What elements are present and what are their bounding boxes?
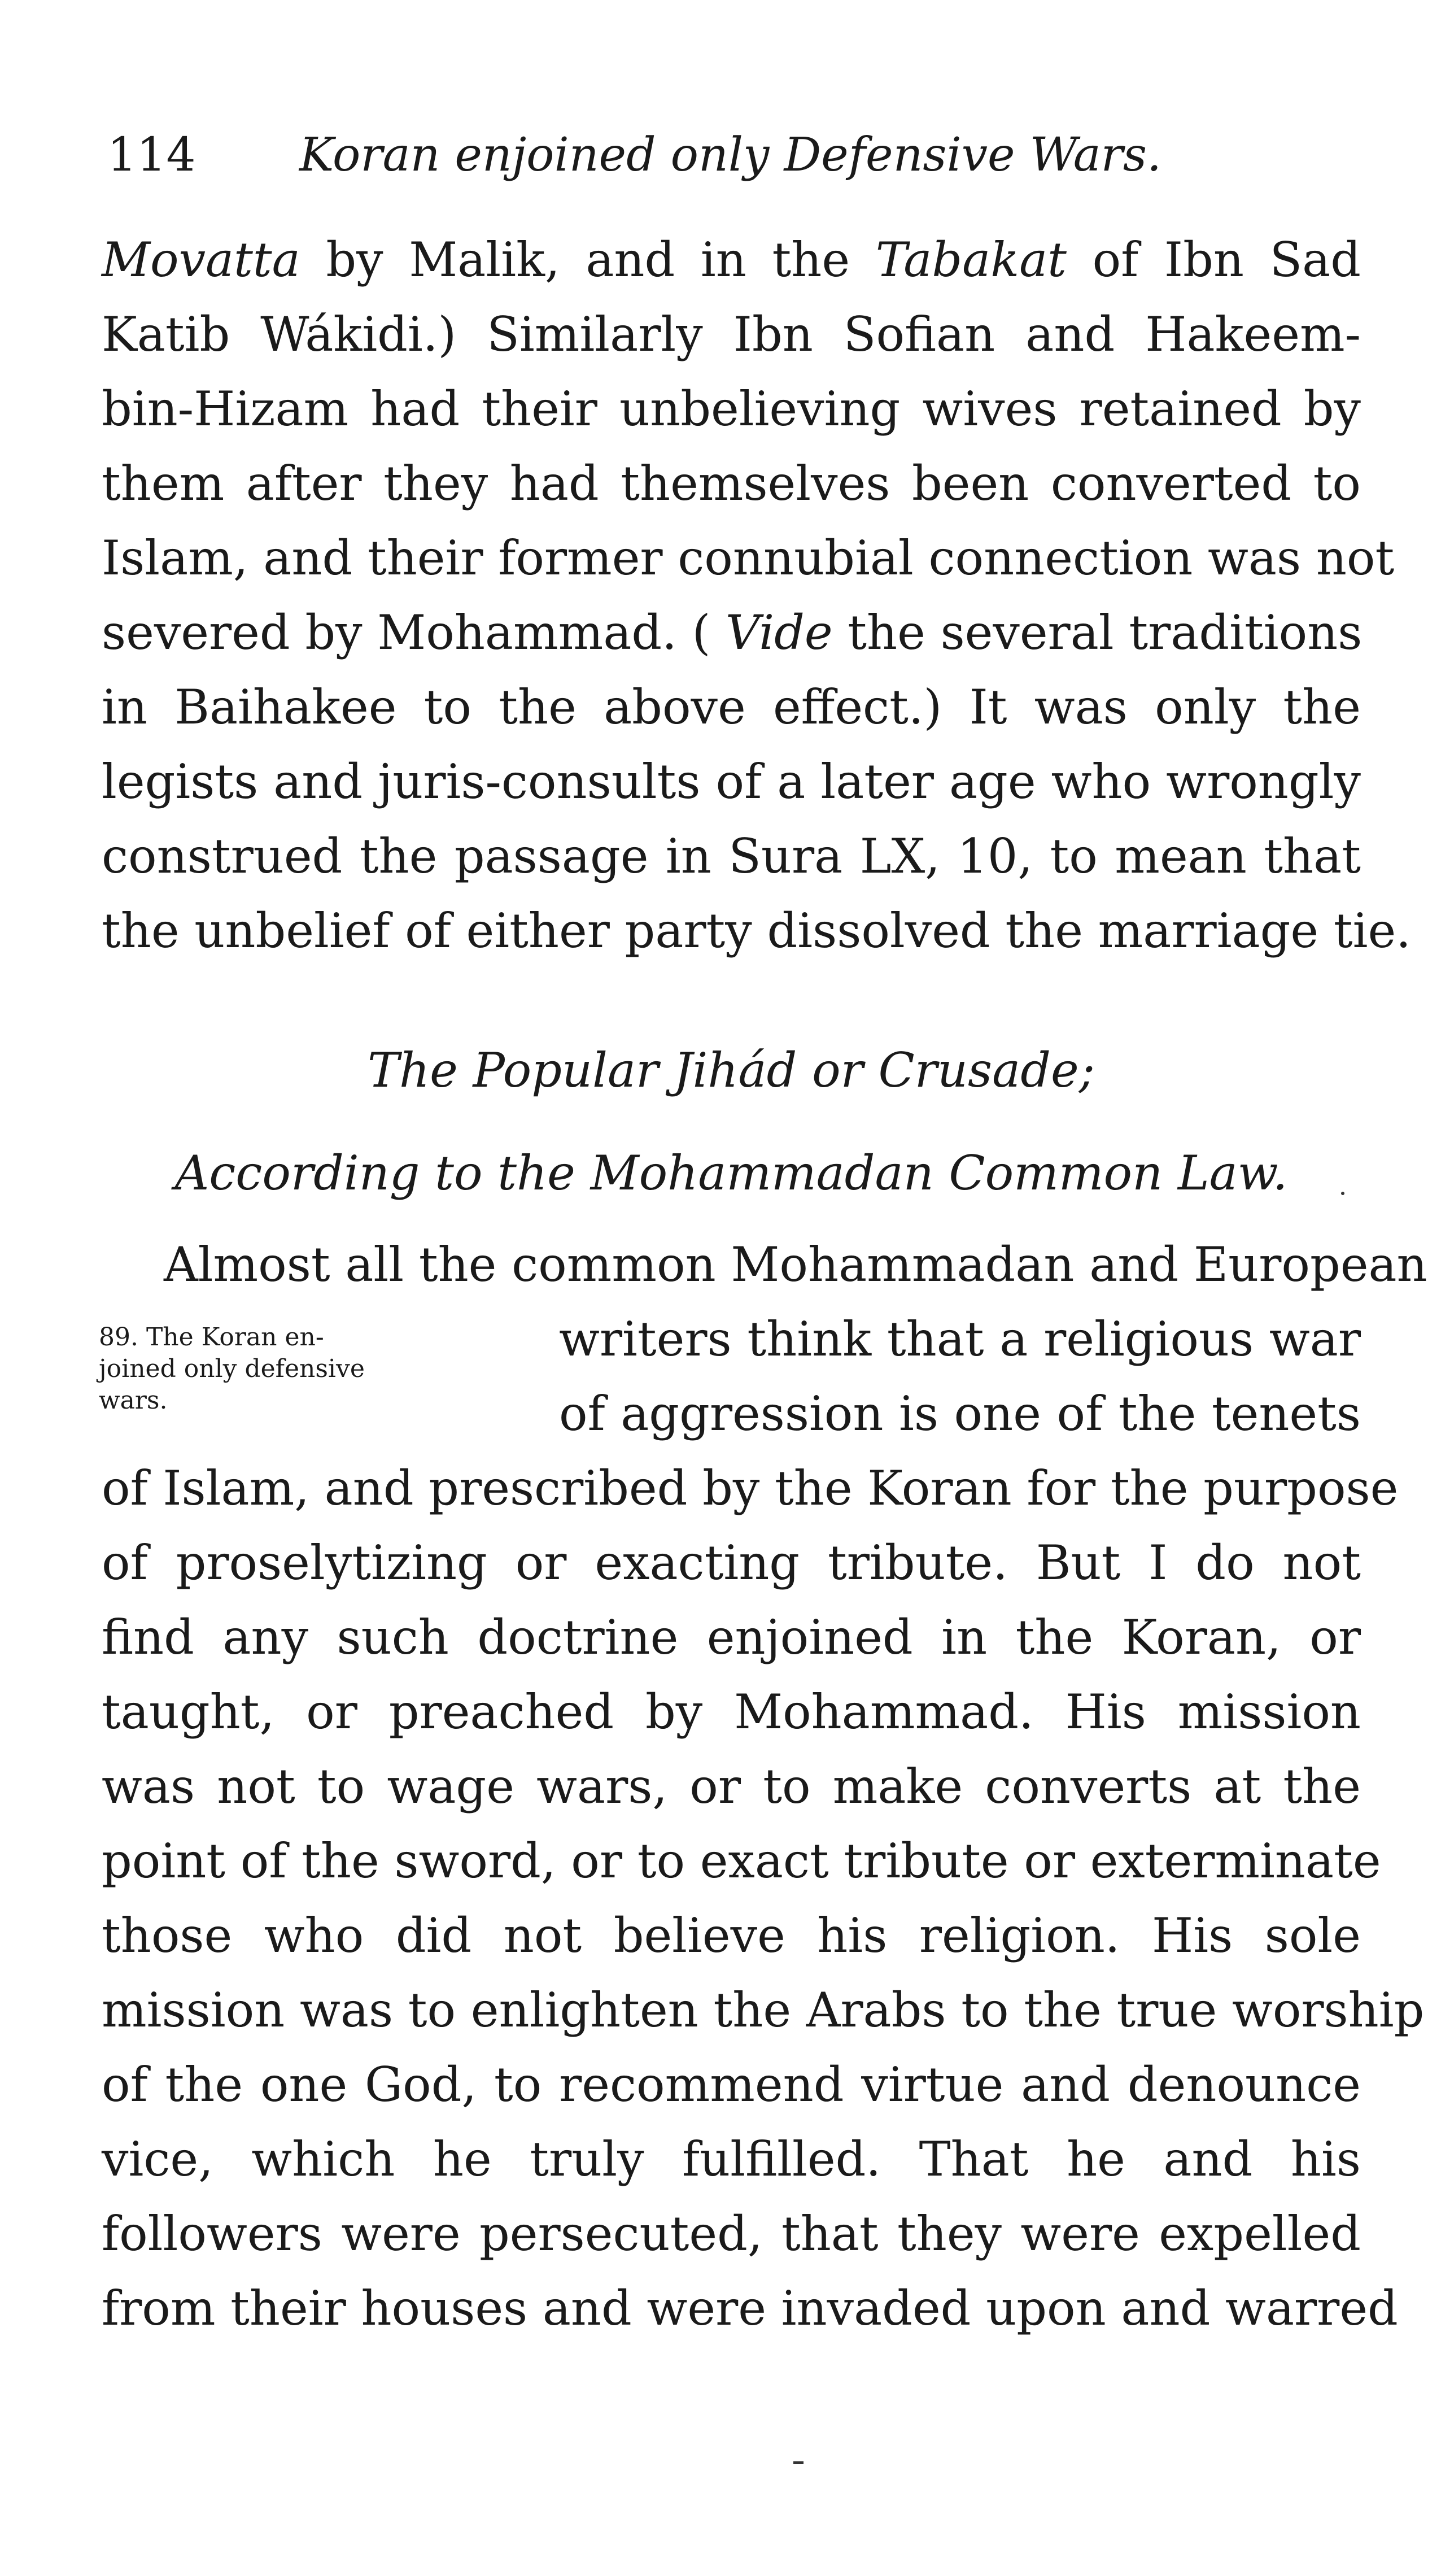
text-line: Almost all the common Mohammadan and European bbox=[164, 1237, 1427, 1292]
text-line: vice, which he truly fulfilled. That he and his bbox=[102, 2132, 1361, 2187]
text-line: Islam, and their former connubial connection was not bbox=[102, 530, 1395, 586]
text-line: mission was to enlighten the Arabs to the true worship bbox=[102, 1982, 1425, 2038]
text-fragment: by Malik, and in the bbox=[300, 232, 876, 287]
text-line: of Islam, and prescribed by the Koran for the purpose bbox=[102, 1461, 1399, 1516]
text-fragment: severed by Mohammad. ( bbox=[102, 605, 726, 660]
marginal-note-line: joined only defensive bbox=[99, 1354, 365, 1383]
page-header bbox=[107, 121, 1350, 189]
text-line: legists and juris-consults of a later age who wrongly bbox=[102, 754, 1361, 809]
text-line: those who did not believe his religion. His sole bbox=[102, 1908, 1361, 1963]
work-title-movatta: Movatta bbox=[102, 232, 300, 287]
text-fragment: the several traditions bbox=[832, 605, 1363, 660]
text-line: of aggression is one of the tenets bbox=[559, 1386, 1361, 1441]
text-line: from their houses and were invaded upon and warred bbox=[102, 2281, 1398, 2336]
text-line: followers were persecuted, that they were expelled bbox=[102, 2206, 1361, 2261]
text-line bbox=[102, 223, 1361, 297]
vide-word: Vide bbox=[726, 605, 833, 660]
marginal-note-line: 89. The Koran en- bbox=[99, 1323, 324, 1352]
text-line: writers think that a religious war bbox=[559, 1311, 1361, 1367]
text-line: bin-Hizam had their unbelieving wives retained by bbox=[102, 381, 1361, 437]
text-line: Katib Wákidi.) Similarly Ibn Sofian and Hakeem- bbox=[102, 307, 1361, 362]
text-line: of proselytizing or exacting tribute. But I do not bbox=[102, 1535, 1361, 1590]
text-line: taught, or preached by Mohammad. His mission bbox=[102, 1684, 1361, 1740]
marginal-note bbox=[99, 1322, 505, 1416]
running-title: Koran enjoined only Defensive Wars. bbox=[299, 128, 1162, 182]
text-line: of the one God, to recommend virtue and denounce bbox=[102, 2057, 1361, 2112]
text-line: construed the passage in Sura LX, 10, to mean that bbox=[102, 829, 1361, 884]
text-line: point of the sword, or to exact tribute or exterminate bbox=[102, 1833, 1381, 1889]
footer-mark bbox=[793, 2461, 804, 2464]
work-title-tabakat: Tabakat bbox=[875, 232, 1067, 287]
page-number: 114 bbox=[107, 128, 196, 182]
text-fragment: of Ibn Sad bbox=[1066, 232, 1361, 287]
text-line: in Baihakee to the above effect.) It was only the bbox=[102, 679, 1361, 735]
section-heading-subtitle: According to the Mohammadan Common Law. bbox=[174, 1145, 1288, 1201]
section-heading-title: The Popular Jihád or Crusade; bbox=[367, 1043, 1095, 1098]
text-line: was not to wage wars, or to make converts at the bbox=[102, 1759, 1361, 1814]
text-line: find any such doctrine enjoined in the Koran, or bbox=[102, 1610, 1361, 1665]
text-line: the unbelief of either party dissolved the marriage tie. bbox=[102, 903, 1411, 958]
marginal-note-line: wars. bbox=[99, 1386, 168, 1415]
print-speck bbox=[1341, 1192, 1344, 1195]
text-line: them after they had themselves been converted to bbox=[102, 456, 1361, 511]
text-line bbox=[102, 596, 1361, 669]
